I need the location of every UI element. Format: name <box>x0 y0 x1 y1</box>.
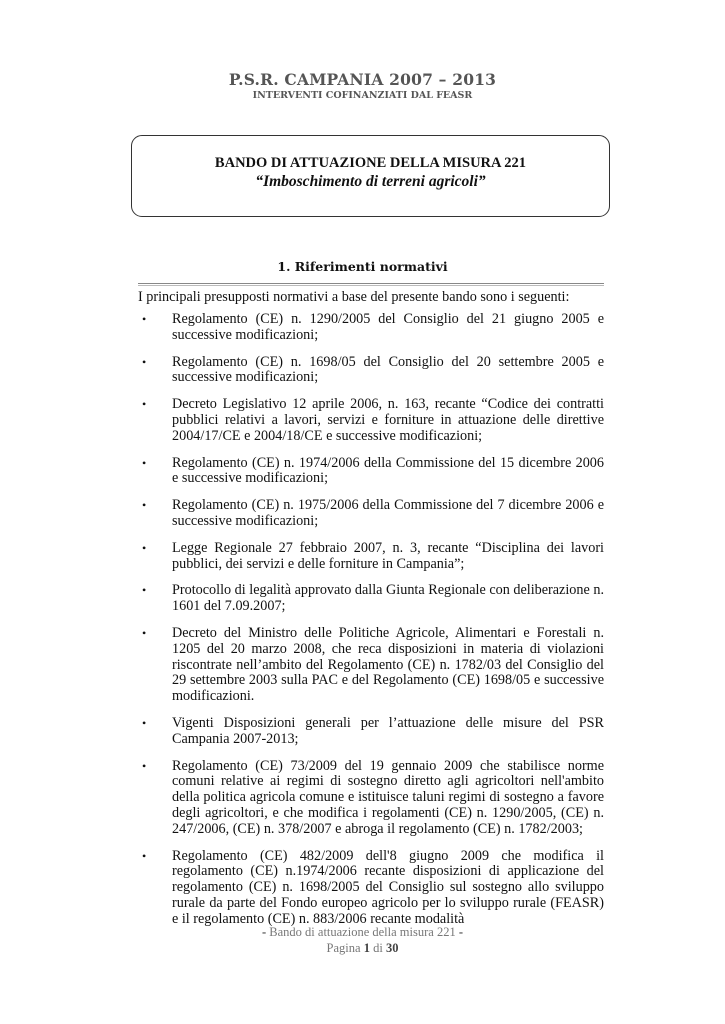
page-header-subtitle: INTERVENTI COFINANZIATI DAL FEASR <box>252 90 473 101</box>
title-box <box>131 135 610 217</box>
footer-dash-right: - <box>458 925 463 939</box>
list-item-text: Vigenti Disposizioni generali per l’attuazione delle misure del PSR Campania 2007-2013; <box>172 714 604 747</box>
list-item-text: Decreto del Ministro delle Politiche Agricole, Alimentari e Forestali n. 1205 del 20 marzo 2008, che reca disposizioni in materia di violazioni riscontrate nell’ambito del Regolamento (CE) n. 1782/03 del Consiglio del 29 settembre 2003 sulla PAC e del Regolamento (CE) 1698/05 e successive modificazioni. <box>172 624 604 705</box>
list-item-text: Regolamento (CE) n. 1975/2006 della Commissione del 7 dicembre 2006 e successive modificazioni; <box>172 497 604 529</box>
list-item <box>138 759 604 838</box>
page-footer <box>0 924 725 956</box>
bullet-icon: • <box>142 848 147 863</box>
bullet-icon: • <box>142 625 147 640</box>
list-item-text: Protocollo di legalità approvato dalla Giunta Regionale con deliberazione n. 1601 del 7.09.2007; <box>172 582 604 615</box>
section-intro: I principali presupposti normativi a base del presente bando sono i seguenti: <box>138 289 570 305</box>
page-of: di <box>373 941 383 955</box>
list-item <box>138 541 604 573</box>
footer-dash-left: - <box>261 925 267 939</box>
list-item <box>138 849 604 928</box>
section-heading: 1. Riferimenti normativi <box>277 259 448 274</box>
list-item <box>138 312 604 344</box>
footer-title <box>0 924 725 940</box>
bullet-icon: • <box>142 354 147 369</box>
list-item-text: Legge Regionale 27 febbraio 2007, n. 3, recante “Disciplina dei lavori pubblici, dei servizi e delle forniture in Campania”; <box>172 539 604 572</box>
document-subtitle: “Imboschimento di terreni agricoli” <box>255 173 486 190</box>
bullet-icon: • <box>142 397 147 412</box>
list-item <box>138 397 604 444</box>
footer-text: Bando di attuazione della misura 221 <box>269 925 456 939</box>
bullet-icon: • <box>142 312 147 326</box>
list-item-text: Regolamento (CE) 482/2009 dell'8 giugno 2009 che modifica il regolamento (CE) n.1974/2006 recante disposizioni di applicazione del regolamento (CE) n. 1698/2005 del Consiglio sul sostegno allo sviluppo rurale da parte del Fondo europeo agricolo per lo sviluppo rurale (FEASR) e il regolamento (CE) n. 883/2006 recante modalità <box>172 847 604 927</box>
bullet-icon: • <box>142 758 147 773</box>
list-item-text: Regolamento (CE) n. 1290/2005 del Consiglio del 21 giugno 2005 e successive modificazioni; <box>172 311 604 343</box>
list-item-text: Regolamento (CE) n. 1974/2006 della Commissione del 15 dicembre 2006 e successive modificazioni; <box>172 454 604 487</box>
list-item <box>138 716 604 748</box>
list-item <box>138 355 604 387</box>
page-total: 30 <box>385 941 399 955</box>
references-list <box>138 312 604 939</box>
list-item <box>138 456 604 488</box>
bullet-icon: • <box>142 455 147 470</box>
bullet-icon: • <box>142 715 147 730</box>
list-item <box>138 583 604 615</box>
bullet-icon: • <box>142 540 147 555</box>
list-item-text: Regolamento (CE) 73/2009 del 19 gennaio 2009 che stabilisce norme comuni relative ai regimi di sostegno diretto agli agricoltori nell'ambito della politica agricola comune e istituisce taluni regimi di sostegno a favore degli agricoltori, e che modifica i regolamenti (CE) n. 1290/2005, (CE) n. 247/2006, (CE) n. 378/2007 e abroga il regolamento (CE) n. 1782/2003; <box>172 757 604 837</box>
page-label: Pagina <box>326 941 361 955</box>
document-title: BANDO DI ATTUAZIONE DELLA MISURA 221 <box>214 155 527 171</box>
bullet-icon: • <box>142 583 147 598</box>
page-number <box>0 940 725 956</box>
list-item <box>138 626 604 705</box>
section-divider <box>138 283 604 286</box>
page-header-title: P.S.R. CAMPANIA 2007 – 2013 <box>228 70 497 89</box>
list-item-text: Regolamento (CE) n. 1698/05 del Consiglio del 20 settembre 2005 e successive modificazioni; <box>172 353 604 386</box>
list-item-text: Decreto Legislativo 12 aprile 2006, n. 163, recante “Codice dei contratti pubblici relativi a lavori, servizi e forniture in attuazione delle direttive 2004/17/CE e 2004/18/CE e successive modificazioni; <box>172 396 604 444</box>
bullet-icon: • <box>142 498 147 513</box>
list-item <box>138 498 604 530</box>
page-current: 1 <box>363 941 370 955</box>
